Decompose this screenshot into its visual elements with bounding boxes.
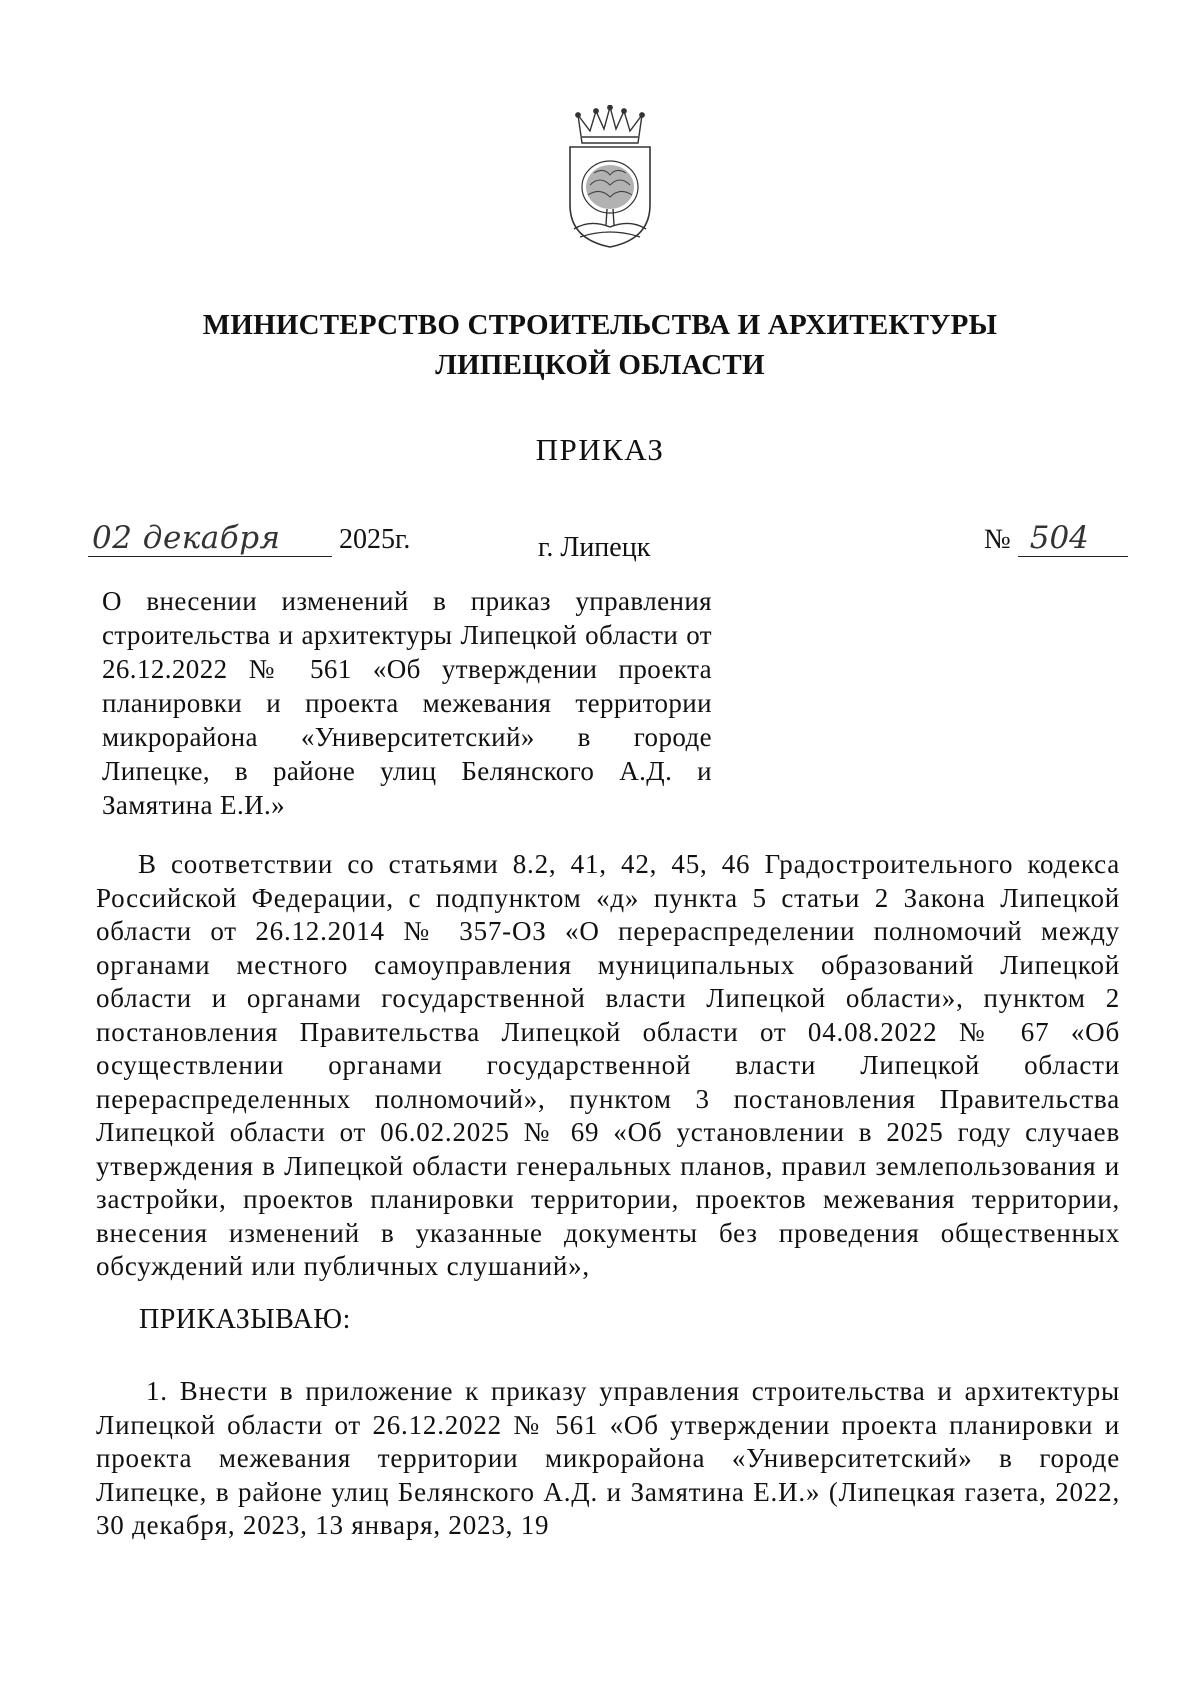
document-type-title: ПРИКАЗ [535,432,665,467]
order-city: г. Липецк [538,532,651,563]
order-date [88,520,410,557]
order-item-1: 1. Внести в приложение к приказу управления строительства и архитектуры Липецкой области от 26.12.2022 № 561 «Об утверждении проекта планировки и проекта межевания территории микрорайона «Университетский» в городе Липецке, в районе улиц Белянского А.Д. и Замятина Е.И.» (Липецкая газета, 2022, 30 декабря, 2023, 13 января, 2023, 19 [96,1376,1120,1540]
order-year: 2025г. [339,524,411,555]
ministry-heading-line-2: ЛИПЕЦКОЙ ОБЛАСТИ [435,349,765,381]
order-subject: О внесении изменений в приказ управления строительства и архитектуры Липецкой области от 26.12.2022 № 561 «Об утверждении проекта планировки и проекта межевания территории микрорайона «Университетский» в городе Липецке, в районе улиц Белянского А.Д. и Замятина Е.И.» [102,586,712,820]
handwritten-date: 02 декабря [88,520,332,557]
preamble-paragraph: В соответствии со статьями 8.2, 41, 42, 45, 46 Градостроительного кодекса Российской Федерации, с подпунктом «д» пункта 5 статьи 2 Закона Липецкой области от 26.12.2014 № 357-ОЗ «О перераспределении полномочий между органами местного самоуправления муниципальных образований Липецкой области и органами государственной власти Липецкой области», пунктом 2 постановления Правительства Липецкой области от 04.08.2022 № 67 «Об осуществлении органами государственной власти Липецкой области перераспределенных полномочий», пунктом 3 постановления Правительства Липецкой области от 06.02.2025 № 69 «Об установлении в 2025 году случаев утверждения в Липецкой области генеральных планов, правил землепользования и застройки, проектов планировки территории, проектов межевания территории, внесения изменений в указанные документы без проведения общественных обсуждений или публичных слушаний», [96,849,1120,1281]
lipetsk-coat-of-arms-icon [560,105,660,250]
ministry-heading [150,305,1050,385]
handwritten-number: 504 [1018,520,1128,557]
orders-heading: ПРИКАЗЫВАЮ: [139,1304,351,1335]
coat-of-arms-emblem [560,105,660,250]
ministry-heading-line-1: МИНИСТЕРСТВО СТРОИТЕЛЬСТВА И АРХИТЕКТУРЫ [202,309,998,341]
order-number [984,520,1128,557]
number-label: № [984,524,1011,555]
